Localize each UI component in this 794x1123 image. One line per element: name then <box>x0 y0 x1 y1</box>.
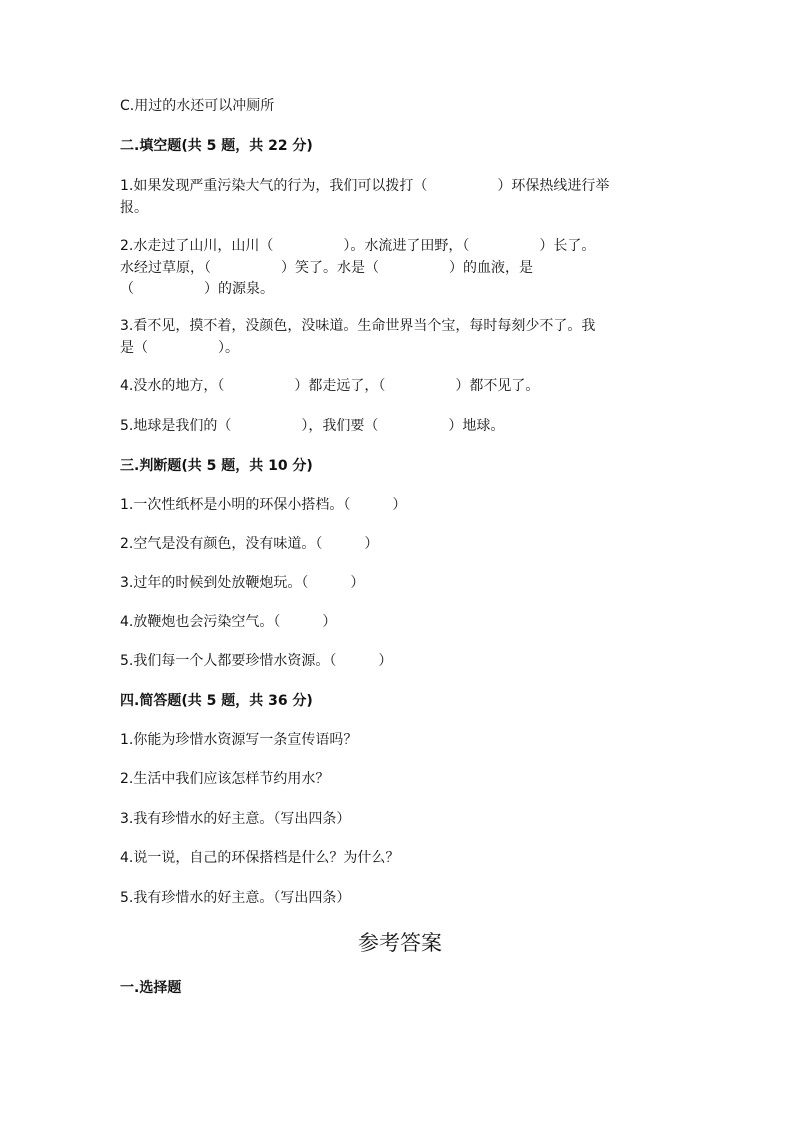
section-heading-short-answer: 四.简答题(共 5 题，共 36 分) <box>120 693 313 709</box>
fill-question-5: 5.地球是我们的（ ），我们要（ ）地球。 <box>120 418 505 434</box>
answer-section-choice: 一.选择题 <box>120 980 182 996</box>
option-c: C.用过的水还可以冲厕所 <box>120 98 275 114</box>
fill-question-1-line-2: 报。 <box>120 200 148 216</box>
judge-question-1: 1.一次性纸杯是小明的环保小搭档。（ ） <box>120 497 407 513</box>
judge-question-5: 5.我们每一个人都要珍惜水资源。（ ） <box>120 653 393 669</box>
section-heading-true-false: 三.判断题(共 5 题，共 10 分) <box>120 458 313 474</box>
fill-question-3-line-1: 3.看不见，摸不着，没颜色，没味道。生命世界当个宝，每时每刻少不了。我 <box>120 318 596 334</box>
section-heading-fill-blank: 二.填空题(共 5 题，共 22 分) <box>120 138 313 154</box>
fill-question-4: 4.没水的地方，（ ）都走远了，（ ）都不见了。 <box>120 378 540 394</box>
short-question-3: 3.我有珍惜水的好主意。（写出四条） <box>120 811 351 827</box>
short-question-2: 2.生活中我们应该怎样节约用水？ <box>120 771 330 787</box>
judge-question-4: 4.放鞭炮也会污染空气。（ ） <box>120 614 337 630</box>
fill-question-3-line-2: 是（ ）。 <box>120 340 239 356</box>
answer-title: 参考答案 <box>358 931 442 955</box>
short-question-4: 4.说一说，自己的环保搭档是什么？为什么？ <box>120 850 400 866</box>
judge-question-2: 2.空气是没有颜色，没有味道。（ ） <box>120 536 379 552</box>
fill-question-2-line-2: 水经过草原，（ ）笑了。水是（ ）的血液，是 <box>120 260 533 276</box>
short-question-5: 5.我有珍惜水的好主意。（写出四条） <box>120 890 351 906</box>
short-question-1: 1.你能为珍惜水资源写一条宣传语吗？ <box>120 732 358 748</box>
document-page <box>120 0 680 1123</box>
fill-question-2-line-1: 2.水走过了山川，山川（ ）。水流进了田野，（ ）长了。 <box>120 238 596 254</box>
judge-question-3: 3.过年的时候到处放鞭炮玩。（ ） <box>120 575 365 591</box>
fill-question-2-line-3: （ ）的源泉。 <box>120 281 274 297</box>
fill-question-1-line-1: 1.如果发现严重污染大气的行为，我们可以拨打（ ）环保热线进行举 <box>120 178 610 194</box>
